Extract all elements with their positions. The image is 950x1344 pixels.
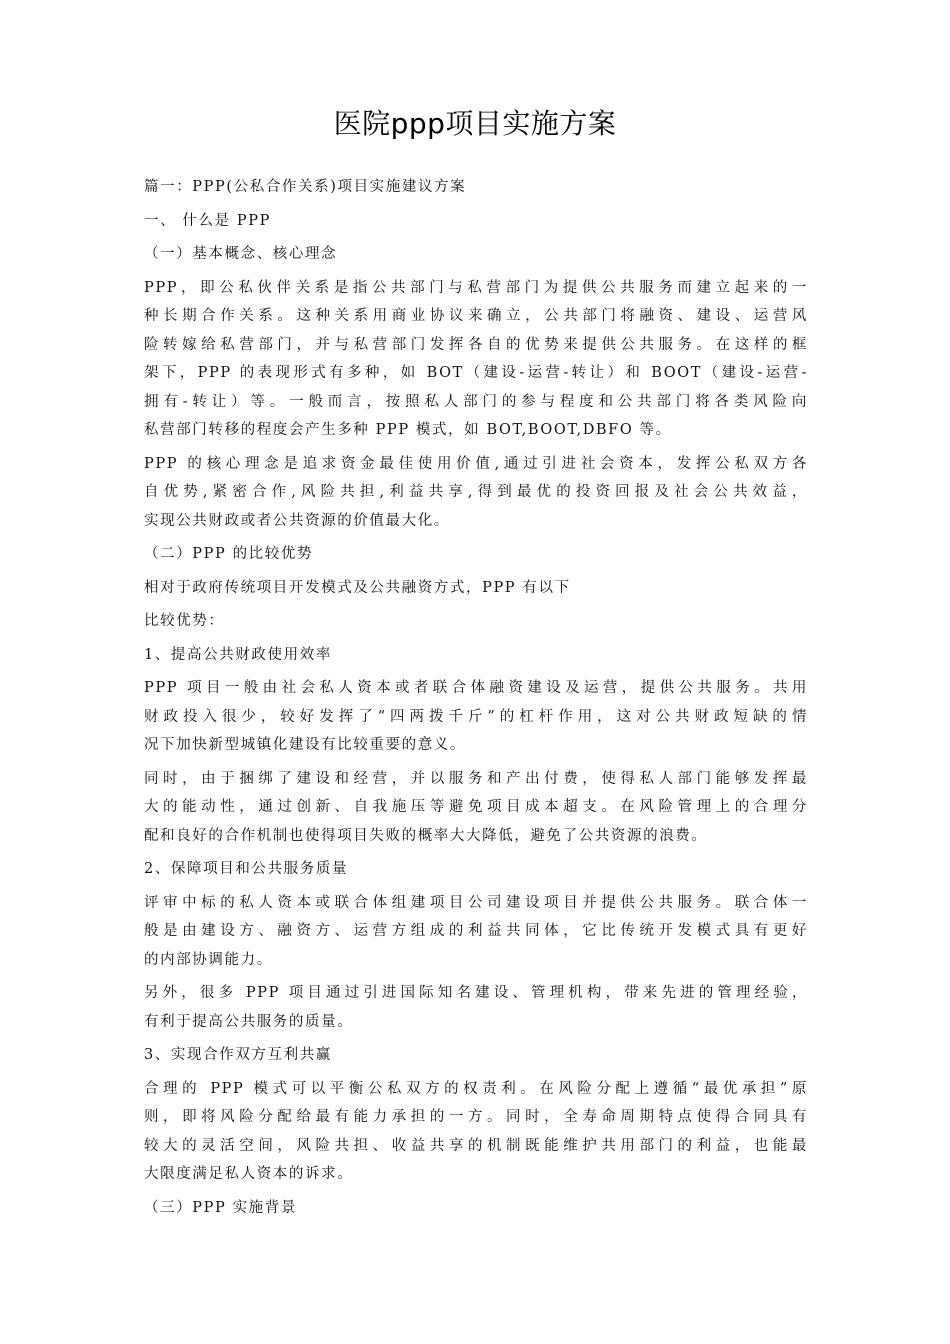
paragraph-line: 险转嫁给私营部门，并与私营部门发挥各自的优势来提供公共服务。在这样的框 [144,336,808,353]
paragraph-line: 架下，PPP 的表现形式有多种，如 BOT（建设-运营-转让）和 BOOT（建设-运营- [144,365,808,381]
paragraph [144,274,808,445]
paragraph-line: 合理的 PPP 模式可以平衡公私双方的权责利。在风险分配上遵循“最优承担”原 [144,1080,808,1097]
heading-line: 3、实现合作双方互利共赢 [144,1047,332,1063]
paragraph-line: 况下加快新型城镇化建设有比较重要的意义。 [144,737,466,753]
paragraph-line: 同时，由于捆绑了建设和经营，并以服务和产出付费，使得私人部门能够发挥最 [144,770,808,787]
heading-line: （三）PPP 实施背景 [144,1199,297,1216]
paragraph-line: 配和良好的合作机制也使得项目失败的概率大大降低，避免了公共资源的浪费。 [144,827,708,844]
heading-line: 1、提高公共财政使用效率 [144,646,332,663]
paragraph [144,674,808,760]
paragraph [144,889,808,975]
heading-line: 相对于政府传统项目开发模式及公共融资方式，PPP 有以下 [144,579,571,596]
paragraph-line: 大限度满足私人资本的诉求。 [144,1166,354,1182]
paragraph-line: 则，即将风险分配给最有能力承担的一方。同时，全寿命周期特点使得合同具有 [144,1109,808,1125]
paragraph-line: 另外，很多 PPP 项目通过引进国际知名建设、管理机构，带来先进的管理经验， [144,985,808,1001]
document-body [144,173,808,1227]
heading-line: 篇一：PPP(公私合作关系)项目实施建议方案 [144,179,467,195]
heading-line: 比较优势： [144,613,225,629]
paragraph-line: 私营部门转移的程度会产生多种 PPP 模式，如 BOT,BOOT,DBFO 等。 [144,422,672,438]
paragraph-line: 的内部协调能力。 [144,951,273,968]
paragraph-line: 有利于提高公共服务的质量。 [144,1013,354,1030]
paragraph-line: 较大的灵活空间，风险共担、收益共享的机制既能维护共用部门的利益，也能最 [144,1137,808,1154]
heading-line: 一、 什么是 PPP [144,212,271,229]
heading-line: （一）基本概念、核心理念 [144,246,338,262]
heading-line: 2、保障项目和公共服务质量 [144,861,349,877]
paragraph-line: 评审中标的私人资本或联合体组建项目公司建设项目并提供公共服务。联合体一 [144,894,808,911]
paragraph-line: 大的能动性，通过创新、自我施压等避免项目成本超支。在风险管理上的合理分 [144,799,808,815]
paragraph-line: PPP 的核心理念是追求资金最佳使用价值,通过引进社会资本，发挥公私双方各 [144,455,808,472]
paragraph-line: 般是由建设方、融资方、运营方组成的利益共同体，它比传统开发模式具有更好 [144,923,808,939]
paragraph-line: 自优势,紧密合作,风险共担,利益共享,得到最优的投资回报及社会公共效益， [144,484,808,500]
paragraph-line: PPP，即公私伙伴关系是指公共部门与私营部门为提供公共服务而建立起来的一 [144,279,808,296]
document-title: 医院ppp项目实施方案 [333,107,617,140]
paragraph [144,450,808,536]
paragraph [144,1075,808,1189]
paragraph [144,765,808,851]
paragraph-line: 财政投入很少，较好发挥了“四两拨千斤”的杠杆作用，这对公共财政短缺的情 [144,708,808,725]
paragraph-line: 种长期合作关系。这种关系用商业协议来确立，公共部门将融资、建设、运营风 [144,308,808,324]
paragraph-line: PPP 项目一般由社会私人资本或者联合体融资建设及运营，提供公共服务。共用 [144,680,808,696]
paragraph-line: 实现公共财政或者公共资源的价值最大化。 [144,512,450,529]
paragraph [144,979,808,1036]
heading-line: （二）PPP 的比较优势 [144,546,314,562]
paragraph-line: 拥有-转让）等。一般而言，按照私人部门的参与程度和公共部门将各类风险向 [144,393,808,410]
